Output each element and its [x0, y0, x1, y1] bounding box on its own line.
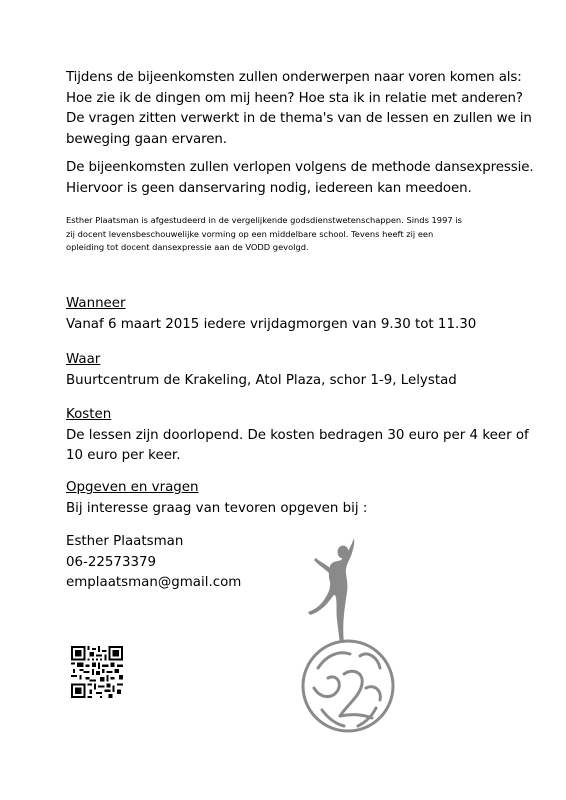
where-text: Buurtcentrum de Krakeling, Atol Plaza, schor 1-9, Lelystad — [66, 372, 457, 388]
dancer-globe-logo-icon — [292, 538, 404, 734]
method-paragraph — [66, 158, 536, 199]
signup-section — [66, 478, 536, 519]
contact-phone: 06-22573379 — [66, 554, 157, 570]
where-section — [66, 350, 536, 391]
costs-section — [66, 405, 536, 467]
bio-line: zij docent levensbeschouwelijke vorming op een middelbare school. Tevens heeft zij een — [66, 228, 434, 239]
signup-heading: Opgeven en vragen — [66, 480, 199, 495]
contact-email: emplaatsman@gmail.com — [66, 575, 242, 591]
method-line: De bijeenkomsten zullen verlopen volgens de methode dansexpressie. — [66, 160, 534, 175]
when-text: Vanaf 6 maart 2015 iedere vrijdagmorgen van 9.30 tot 11.30 — [66, 316, 477, 332]
intro-line: Tijdens de bijeenkomsten zullen onderwerpen naar voren komen als: — [66, 70, 522, 85]
intro-paragraph — [66, 68, 536, 150]
contact-name: Esther Plaatsman — [66, 534, 184, 549]
intro-line: beweging gaan ervaren. — [66, 131, 227, 147]
intro-line: De vragen zitten verwerkt in de thema's van de lessen en zullen we in — [66, 111, 532, 127]
costs-text: 10 euro per keer. — [66, 448, 181, 464]
costs-heading: Kosten — [66, 407, 112, 422]
costs-text: De lessen zijn doorlopend. De kosten bedragen 30 euro per 4 keer of — [66, 427, 529, 443]
where-heading: Waar — [66, 352, 101, 367]
intro-line: Hoe zie ik de dingen om mij heen? Hoe sta ik in relatie met anderen? — [66, 90, 523, 106]
bio-line: opleiding tot docent dansexpressie aan de VODD gevolgd. — [66, 242, 309, 253]
contact-block — [66, 532, 241, 594]
method-line: Hiervoor is geen danservaring nodig, iedereen kan meedoen. — [66, 180, 472, 196]
qr-code-icon[interactable] — [71, 646, 123, 698]
when-heading: Wanneer — [66, 296, 126, 311]
signup-text: Bij interesse graag van tevoren opgeven bij : — [66, 500, 368, 516]
bio-paragraph — [66, 214, 516, 255]
bio-line: Esther Plaatsman is afgestudeerd in de vergelijkende godsdienstwetenschappen. Sinds 1997 is — [66, 215, 462, 225]
when-section — [66, 294, 536, 335]
